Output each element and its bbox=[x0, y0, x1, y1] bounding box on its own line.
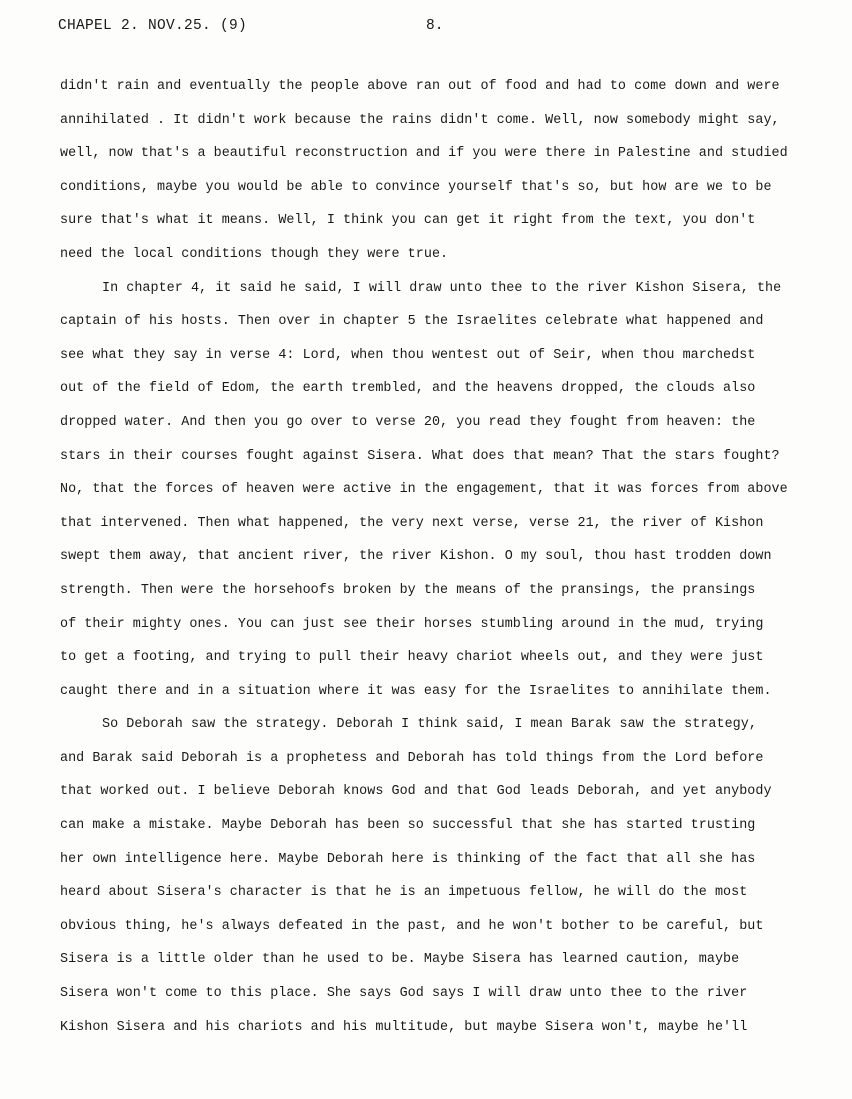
text-line: her own intelligence here. Maybe Deborah here is thinking of the fact that all she has bbox=[60, 851, 756, 867]
text-line: annihilated . It didn't work because the rains didn't come. Well, now somebody might say, bbox=[60, 112, 780, 128]
text-line: need the local conditions though they were true. bbox=[60, 246, 449, 262]
text-line: So Deborah saw the strategy. Deborah I think said, I mean Barak saw the strategy, bbox=[102, 717, 757, 733]
text-line: Sisera is a little older than he used to be. Maybe Sisera has learned caution, maybe bbox=[60, 952, 740, 968]
text-line: No, that the forces of heaven were active in the engagement, that it was forces from above bbox=[60, 482, 788, 498]
text-line: can make a mistake. Maybe Deborah has been so successful that she has started trusting bbox=[60, 818, 756, 834]
header-reference: CHAPEL 2. NOV.25. (9) bbox=[58, 18, 248, 34]
text-line: that worked out. I believe Deborah knows God and that God leads Deborah, and yet anybody bbox=[60, 784, 772, 800]
text-line: In chapter 4, it said he said, I will draw unto thee to the river Kishon Sisera, the bbox=[102, 280, 782, 296]
text-line: out of the field of Edom, the earth trembled, and the heavens dropped, the clouds also bbox=[60, 381, 756, 397]
text-line: well, now that's a beautiful reconstruction and if you were there in Palestine and studied bbox=[60, 146, 788, 162]
text-line: strength. Then were the horsehoofs broken by the means of the pransings, the pransings bbox=[60, 582, 756, 598]
text-line: of their mighty ones. You can just see their horses stumbling around in the mud, trying bbox=[60, 616, 764, 632]
page-number: 8. bbox=[426, 18, 444, 34]
text-line: didn't rain and eventually the people above ran out of food and had to come down and were bbox=[60, 79, 780, 94]
text-line: swept them away, that ancient river, the river Kishon. O my soul, thou hast trodden down bbox=[60, 549, 772, 565]
text-line: obvious thing, he's always defeated in the past, and he won't bother to be careful, but bbox=[60, 918, 764, 934]
page-header bbox=[40, 18, 812, 42]
text-line: heard about Sisera's character is that he is an impetuous fellow, he will do the most bbox=[60, 885, 748, 901]
text-line: stars in their courses fought against Sisera. What does that mean? That the stars fought? bbox=[60, 448, 780, 464]
text-line: Kishon Sisera and his chariots and his multitude, but maybe Sisera won't, maybe he'll bbox=[60, 1019, 748, 1035]
text-line: see what they say in verse 4: Lord, when thou wentest out of Seir, when thou marchedst bbox=[60, 347, 756, 363]
text-line: and Barak said Deborah is a prophetess and Deborah has told things from the Lord before bbox=[60, 750, 764, 766]
text-line: that intervened. Then what happened, the very next verse, verse 21, the river of Kishon bbox=[60, 515, 764, 531]
text-line: conditions, maybe you would be able to convince yourself that's so, but how are we to be bbox=[60, 179, 772, 195]
transcript-body bbox=[60, 77, 830, 1051]
text-line: caught there and in a situation where it was easy for the Israelites to annihilate them. bbox=[60, 683, 772, 699]
text-line: captain of his hosts. Then over in chapter 5 the Israelites celebrate what happened and bbox=[60, 314, 764, 330]
text-line: to get a footing, and trying to pull their heavy chariot wheels out, and they were just bbox=[60, 650, 764, 666]
text-line: dropped water. And then you go over to verse 20, you read they fought from heaven: the bbox=[60, 414, 756, 430]
text-line: Sisera won't come to this place. She says God says I will draw unto thee to the river bbox=[60, 986, 748, 1002]
text-line: sure that's what it means. Well, I think you can get it right from the text, you don't bbox=[60, 213, 756, 229]
